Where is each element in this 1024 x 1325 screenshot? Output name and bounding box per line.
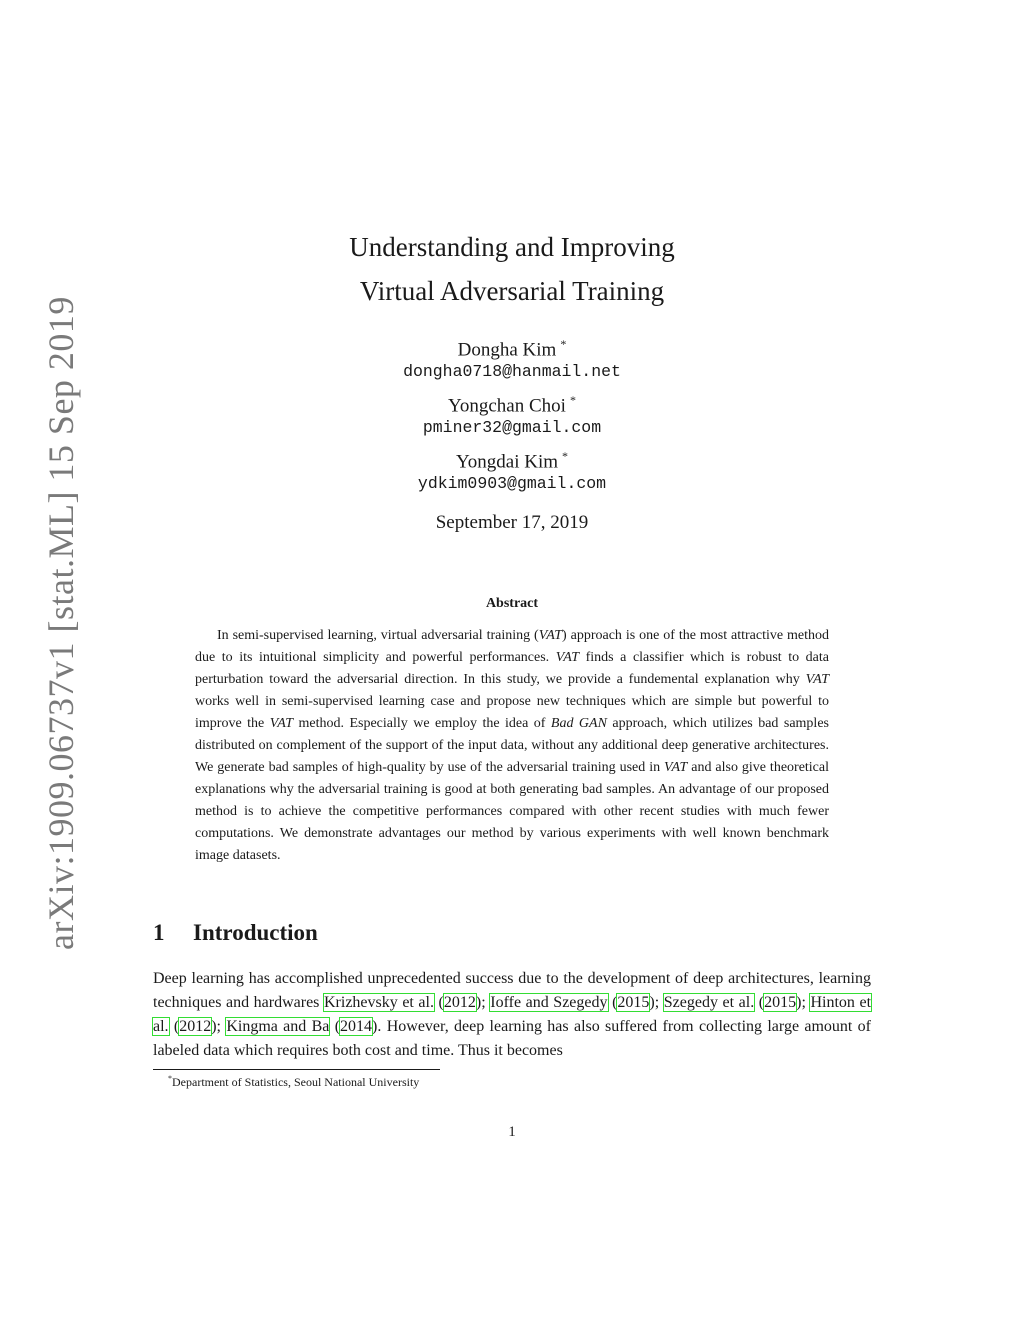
author-block xyxy=(0,330,1024,498)
citation-link[interactable]: Hinton et al. xyxy=(153,994,872,1035)
page-number: 1 xyxy=(508,1124,516,1140)
citation-link[interactable]: Szegedy et al. xyxy=(663,994,755,1011)
footnote-mark: * xyxy=(168,1074,172,1083)
citation-link[interactable]: Ioffe and Szegedy xyxy=(490,994,608,1011)
introduction-text: Deep learning has accomplished unprecedented success due to the development of deep architectures, learning techniques and hardwares Krizhevsky et al. (2012); Ioffe and Szegedy (2015); Szegedy et al. (2015); Hinton et al. (2012); Kingma and Ba (2014). However, deep learning has also suffered from collecting large amount of labeled data which requires both cost and time. Thus it becomes xyxy=(153,970,872,1059)
footnote xyxy=(168,1074,419,1090)
citation-link[interactable]: Kingma and Ba xyxy=(226,1018,330,1035)
abstract-text: In semi-supervised learning, virtual adversarial training (VAT) approach is one of the most attractive method due to its intuitional simplicity and powerful performances. VAT finds a classifier which is robust to data perturbation toward the adversarial direction. In this study, we provide a fundemental explanation why VAT works well in semi-supervised learning case and propose new techniques which are simple but powerful to improve the VAT method. Especially we employ the idea of Bad GAN approach, which utilizes bad samples distributed on complement of the support of the input data, without any additional deep generative architectures. We generate bad samples of high-quality by use of the adversarial training used in VAT and also give theoretical explanations why the adversarial training is good at both generating bad samples. An advantage of our proposed method is to achieve the competitive performances compared with other recent studies with much fewer computations. We demonstrate advantages our method by various experiments with well known benchmark image datasets. xyxy=(195,628,830,863)
footnote-mark: * xyxy=(562,449,569,463)
title-line-1: Understanding and Improving xyxy=(349,232,675,262)
author-email: dongha0718@hanmail.net xyxy=(403,362,621,381)
citation-year-link[interactable]: 2015 xyxy=(617,994,650,1011)
citation-year-link[interactable]: 2014 xyxy=(340,1018,373,1035)
citation-year-link[interactable]: 2015 xyxy=(764,994,797,1011)
paper-title xyxy=(0,225,1024,313)
paper-date: September 17, 2019 xyxy=(435,512,589,533)
author-name: Yongdai Kim * xyxy=(455,449,569,473)
section-number: 1 xyxy=(153,920,165,945)
citation-link[interactable]: Krizhevsky et al. xyxy=(323,994,434,1011)
citation-year-link[interactable]: 2012 xyxy=(443,994,476,1011)
arxiv-identifier: arXiv:1909.06737v1 [stat.ML] 15 Sep 2019 xyxy=(41,296,81,950)
author-email: ydkim0903@gmail.com xyxy=(417,474,607,493)
citation-year-link[interactable]: 2012 xyxy=(179,1018,212,1035)
footnote-mark: * xyxy=(560,337,567,351)
abstract-heading: Abstract xyxy=(485,596,539,611)
author-name: Dongha Kim * xyxy=(457,337,567,361)
footnote-mark: * xyxy=(569,393,576,407)
section-heading-introduction xyxy=(153,920,318,946)
footnote-text: Department of Statistics, Seoul National University xyxy=(172,1075,420,1089)
section-title: Introduction xyxy=(193,920,318,945)
title-line-2: Virtual Adversarial Training xyxy=(359,276,665,306)
author-email: pminer32@gmail.com xyxy=(422,418,602,437)
footnote-divider xyxy=(153,1069,440,1070)
author-name: Yongchan Choi * xyxy=(448,393,576,417)
